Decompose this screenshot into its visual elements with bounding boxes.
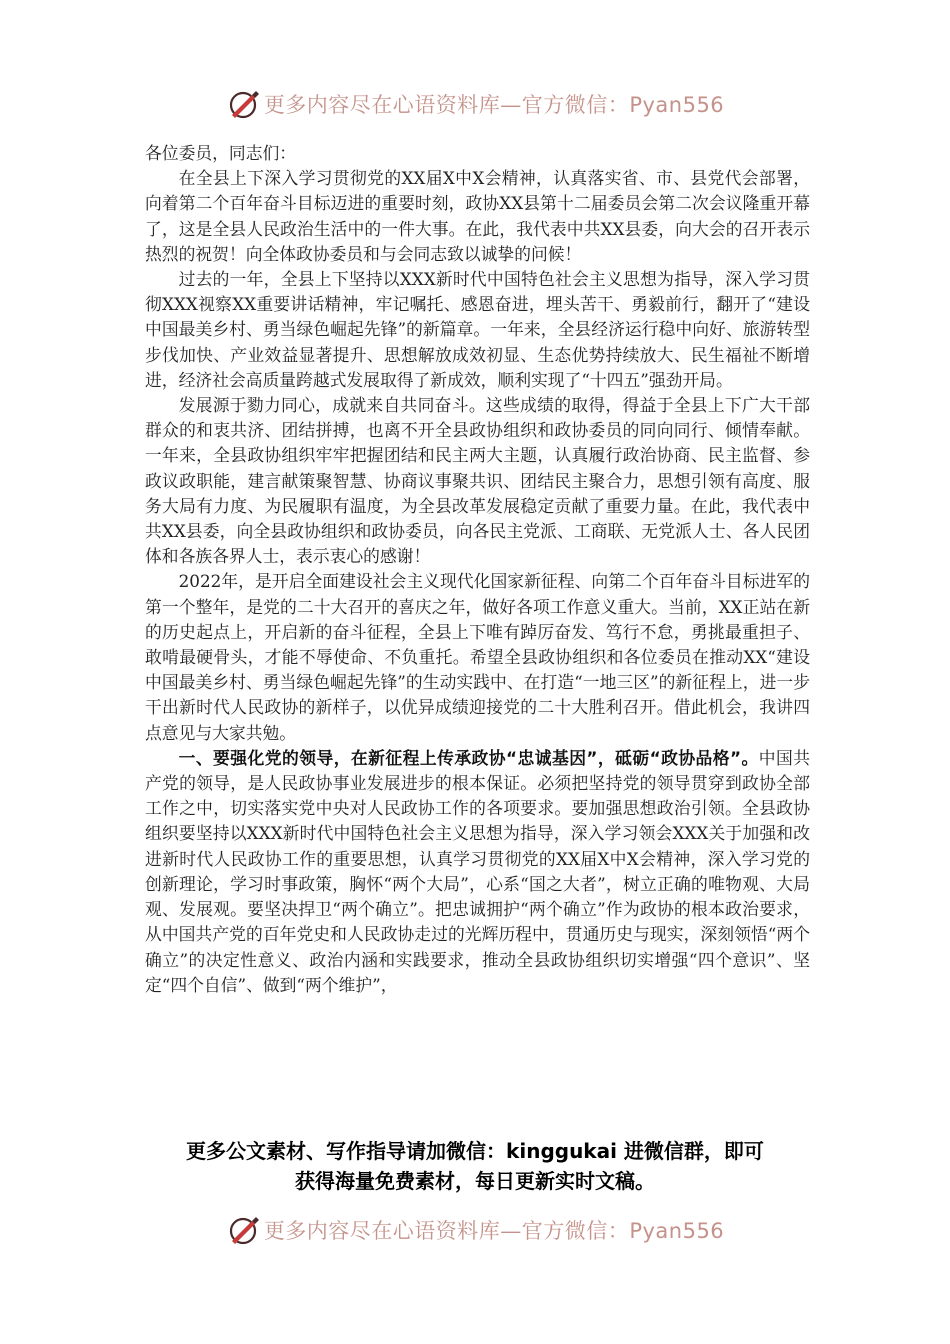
header-banner-text: 更多内容尽在心语资料库—官方微信：Pyan556 bbox=[263, 93, 725, 117]
pen-logo-icon bbox=[226, 1213, 260, 1247]
header-banner bbox=[0, 84, 950, 124]
promo-notice bbox=[140, 1136, 810, 1196]
section-1-heading: 一、要强化党的领导，在新征程上传承政协“忠诚基因”，砥砺“政协品格”。 bbox=[178, 747, 759, 768]
footer-banner bbox=[0, 1210, 950, 1250]
paragraph-4: 2022年，是开启全面建设社会主义现代化国家新征程、向第二个百年奋斗目标进军的第一个整年，是党的二十大召开的喜庆之年，做好各项工作意义重大。当前，XX正站在新的历史起点上，开启新的奋斗征程，全县上下唯有踔厉奋发、笃行不怠，勇挑最重担子、敢啃最硬骨头，才能不辱使命、不负重托。希望全县政协组织和各位委员在推动XX“建设中国最美乡村、勇当绿色崛起先锋”的生动实践中、在打造“一地三区”的新征程上，进一步干出新时代人民政协的新样子，以优异成绩迎接党的二十大胜利召开。借此机会，我讲四点意见与大家共勉。 bbox=[145, 571, 810, 743]
promo-line-2: 获得海量免费素材，每日更新实时文稿。 bbox=[295, 1169, 655, 1193]
salutation: 各位委员，同志们： bbox=[145, 143, 297, 163]
promo-line-1: 更多公文素材、写作指导请加微信：kinggukai 进微信群，即可 bbox=[186, 1139, 764, 1163]
footer-banner-text: 更多内容尽在心语资料库—官方微信：Pyan556 bbox=[263, 1219, 725, 1243]
document-body bbox=[145, 141, 810, 998]
paragraph-2: 过去的一年，全县上下坚持以XXX新时代中国特色社会主义思想为指导，深入学习贯彻XXX视察XX重要讲话精神，牢记嘱托、感恩奋进，埋头苦干、勇毅前行，翻开了“建设中国最美乡村、勇当绿色崛起先锋”的新篇章。一年来，全县经济运行稳中向好、旅游转型步伐加快、产业效益显著提升、思想解放成效初显、生态优势持续放大、民生福祉不断增进，经济社会高质量跨越式发展取得了新成效，顺利实现了“十四五”强劲开局。 bbox=[145, 269, 810, 390]
section-1 bbox=[145, 746, 810, 998]
footer-wechat-id: Pyan556 bbox=[629, 1219, 725, 1243]
header-wechat-id: Pyan556 bbox=[629, 93, 725, 117]
section-1-body: 中国共产党的领导，是人民政协事业发展进步的根本保证。必须把坚持党的领导贯穿到政协全部工作之中，切实落实党中央对人民政协工作的各项要求。要加强思想政治引领。全县政协组织要坚持以XXX新时代中国特色社会主义思想为指导，深入学习领会XXX关于加强和改进新时代人民政协工作的重要思想，认真学习贯彻党的XX届X中X会精神，深入学习党的创新理论，学习时事政策，胸怀“两个大局”，心系“国之大者”，树立正确的唯物观、大局观、发展观。要坚决捍卫“两个确立”。把忠诚拥护“两个确立”作为政协的根本政治要求，从中国共产党的百年党史和人民政协走过的光辉历程中，贯通历史与现实，深刻领悟“两个确立”的决定性意义、政治内涵和实践要求，推动全县政协组织切实增强“四个意识”、坚定“四个自信”、做到“两个维护”， bbox=[145, 747, 810, 995]
pen-logo-icon bbox=[226, 87, 260, 121]
paragraph-1: 在全县上下深入学习贯彻党的XX届X中X会精神，认真落实省、市、县党代会部署，向着第二个百年奋斗目标迈进的重要时刻，政协XX县第十二届委员会第二次会议隆重开幕了，这是全县人民政治生活中的一件大事。在此，我代表中共XX县委，向大会的召开表示热烈的祝贺！向全体政协委员和与会同志致以诚挚的问候！ bbox=[145, 168, 810, 264]
paragraph-3: 发展源于勠力同心，成就来自共同奋斗。这些成绩的取得，得益于全县上下广大干部群众的和衷共济、团结拼搏，也离不开全县政协组织和政协委员的同向同行、倾情奉献。一年来，全县政协组织牢牢把握团结和民主两大主题，认真履行政治协商、民主监督、参政议政职能，建言献策聚智慧、协商议事聚共识、团结民主聚合力，思想引领有高度、服务大局有力度、为民履职有温度，为全县改革发展稳定贡献了重要力量。在此，我代表中共XX县委，向全县政协组织和政协委员，向各民主党派、工商联、无党派人士、各人民团体和各族各界人士，表示衷心的感谢！ bbox=[145, 395, 810, 567]
